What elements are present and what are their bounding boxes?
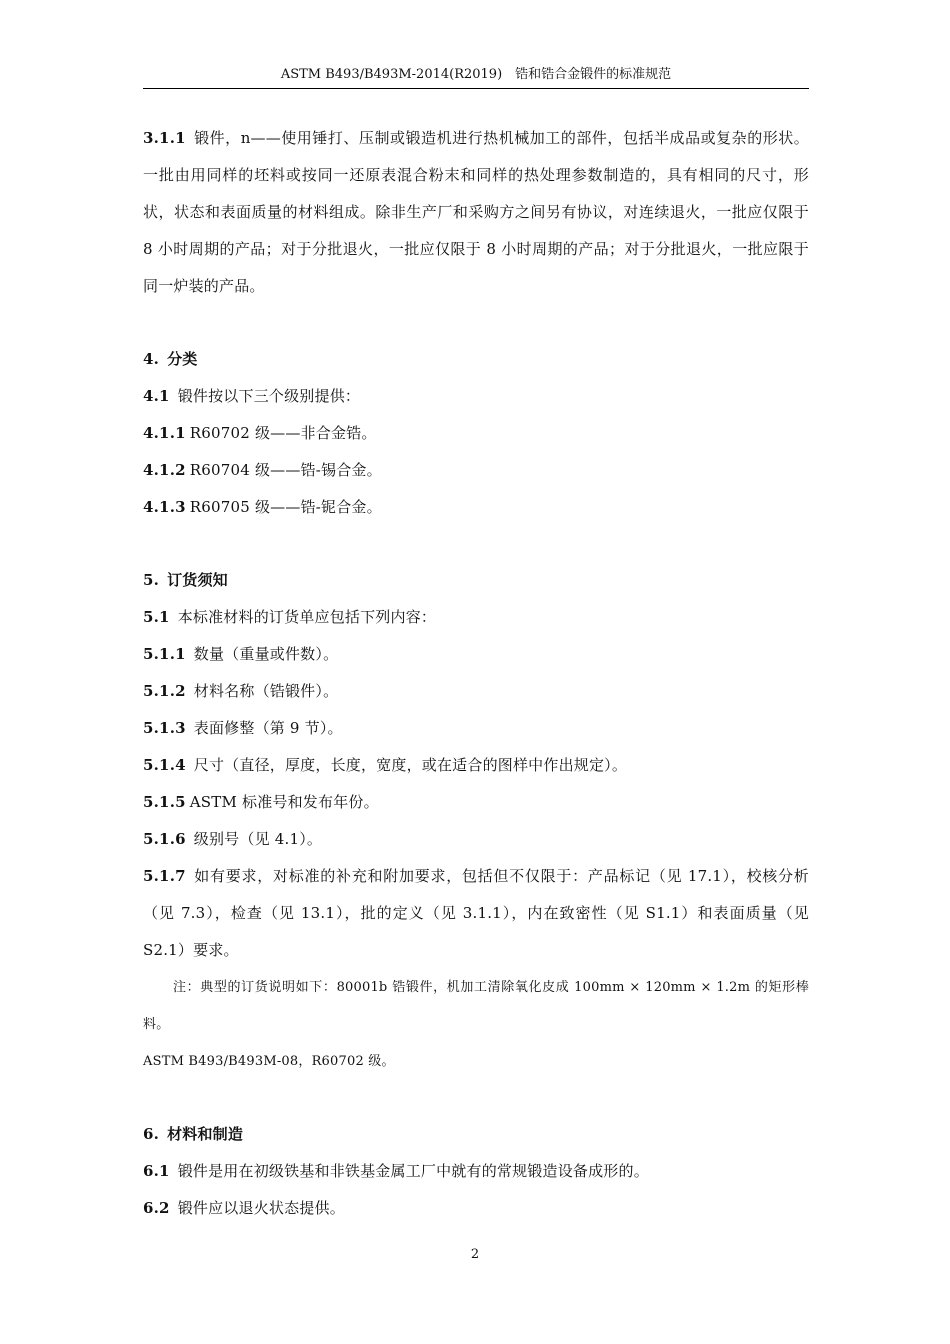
clause-number: 5.1.6 xyxy=(143,830,186,848)
clause-text: R60702 级——非合金锆。 xyxy=(189,424,377,442)
clause-number: 5.1.3 xyxy=(143,719,186,737)
clause-number: 5.1.1 xyxy=(143,645,186,663)
clause-text: 尺寸（直径，厚度，长度，宽度，或在适合的图样中作出规定）。 xyxy=(193,756,628,774)
section-title: 分类 xyxy=(167,350,198,368)
clause-6-1 xyxy=(143,1153,809,1190)
clause-5-1-4 xyxy=(143,747,809,784)
clause-text: 表面修整（第 9 节）。 xyxy=(193,719,343,737)
clause-number: 4.1.2 xyxy=(143,461,186,479)
clause-5-1-1 xyxy=(143,636,809,673)
section-gap xyxy=(143,1080,809,1116)
clause-text: 锻件是用在初级铁基和非铁基金属工厂中就有的常规锻造设备成形的。 xyxy=(177,1162,649,1180)
clause-text: 级别号（见 4.1）。 xyxy=(193,830,323,848)
document-body xyxy=(143,120,809,1227)
clause-text: 锻件，n——使用锤打、压制或锻造机进行热机械加工的部件，包括半成品或复杂的形状。一批由用同样的坯料或按同一还原表混合粉末和同样的热处理参数制造的，具有相同的尺寸，形状，状态和表面质量的材料组成。除非生产厂和采购方之间另有协议，对连续退火，一批应仅限于 8 小时周期的产品；对于分批退火，一批应仅限于 8 小时周期的产品；对于分批退火，一批应限于同一炉装的产品。 xyxy=(143,129,809,295)
clause-number: 5.1.7 xyxy=(143,867,186,885)
clause-number: 5.1 xyxy=(143,608,170,626)
clause-text: 如有要求，对标准的补充和附加要求，包括但不仅限于：产品标记（见 17.1），校核分析（见 7.3），检查（见 13.1），批的定义（见 3.1.1），内在致密性（见 S1.1）和表面质量（见 S2.1）要求。 xyxy=(143,867,809,959)
clause-4-1-1 xyxy=(143,415,809,452)
header-divider xyxy=(143,88,809,89)
clause-number: 5.1.5 xyxy=(143,793,186,811)
clause-text: 锻件按以下三个级别提供： xyxy=(177,387,361,405)
section-heading-6 xyxy=(143,1116,809,1153)
section-number: 6. xyxy=(143,1125,160,1143)
section-heading-5 xyxy=(143,562,809,599)
clause-number: 4.1 xyxy=(143,387,170,405)
section-gap xyxy=(143,526,809,562)
ordering-note: 注：典型的订货说明如下：80001b 锆锻件，机加工清除氧化皮成 100mm × 120mm × 1.2m 的矩形棒料。 xyxy=(143,980,809,1032)
clause-text: ASTM 标准号和发布年份。 xyxy=(189,793,379,811)
clause-text: R60704 级——锆-锡合金。 xyxy=(189,461,382,479)
page-number: 2 xyxy=(470,1247,480,1262)
clause-number: 3.1.1 xyxy=(143,129,186,147)
clause-number: 4.1.3 xyxy=(143,498,186,516)
clause-5-1-5 xyxy=(143,784,809,821)
section-number: 5. xyxy=(143,571,160,589)
section-number: 4. xyxy=(143,350,160,368)
clause-number: 6.2 xyxy=(143,1199,170,1217)
section-gap xyxy=(143,305,809,341)
clause-5-1 xyxy=(143,599,809,636)
running-header: ASTM B493/B493M-2014(R2019) 锆和锆合金锻件的标准规范 xyxy=(280,67,672,82)
clause-4-1-3 xyxy=(143,489,809,526)
clause-5-1-6 xyxy=(143,821,809,858)
clause-number: 5.1.2 xyxy=(143,682,186,700)
clause-text: 锻件应以退火状态提供。 xyxy=(177,1199,345,1217)
clause-text: R60705 级——锆-铌合金。 xyxy=(189,498,382,516)
clause-4-1-2 xyxy=(143,452,809,489)
clause-4-1 xyxy=(143,378,809,415)
clause-text: 数量（重量或件数）。 xyxy=(193,645,339,663)
clause-6-2 xyxy=(143,1190,809,1227)
clause-5-1-7 xyxy=(143,858,809,969)
section-title: 材料和制造 xyxy=(167,1125,244,1143)
clause-3-1-1 xyxy=(143,120,809,305)
ordering-note-continued: ASTM B493/B493M-08，R60702 级。 xyxy=(143,1054,395,1069)
clause-number: 5.1.4 xyxy=(143,756,186,774)
section-title: 订货须知 xyxy=(167,571,228,589)
clause-number: 4.1.1 xyxy=(143,424,186,442)
section-heading-4 xyxy=(143,341,809,378)
clause-text: 材料名称（锆锻件）。 xyxy=(193,682,339,700)
clause-text: 本标准材料的订货单应包括下列内容： xyxy=(177,608,437,626)
clause-5-1-2 xyxy=(143,673,809,710)
clause-5-1-3 xyxy=(143,710,809,747)
clause-number: 6.1 xyxy=(143,1162,170,1180)
